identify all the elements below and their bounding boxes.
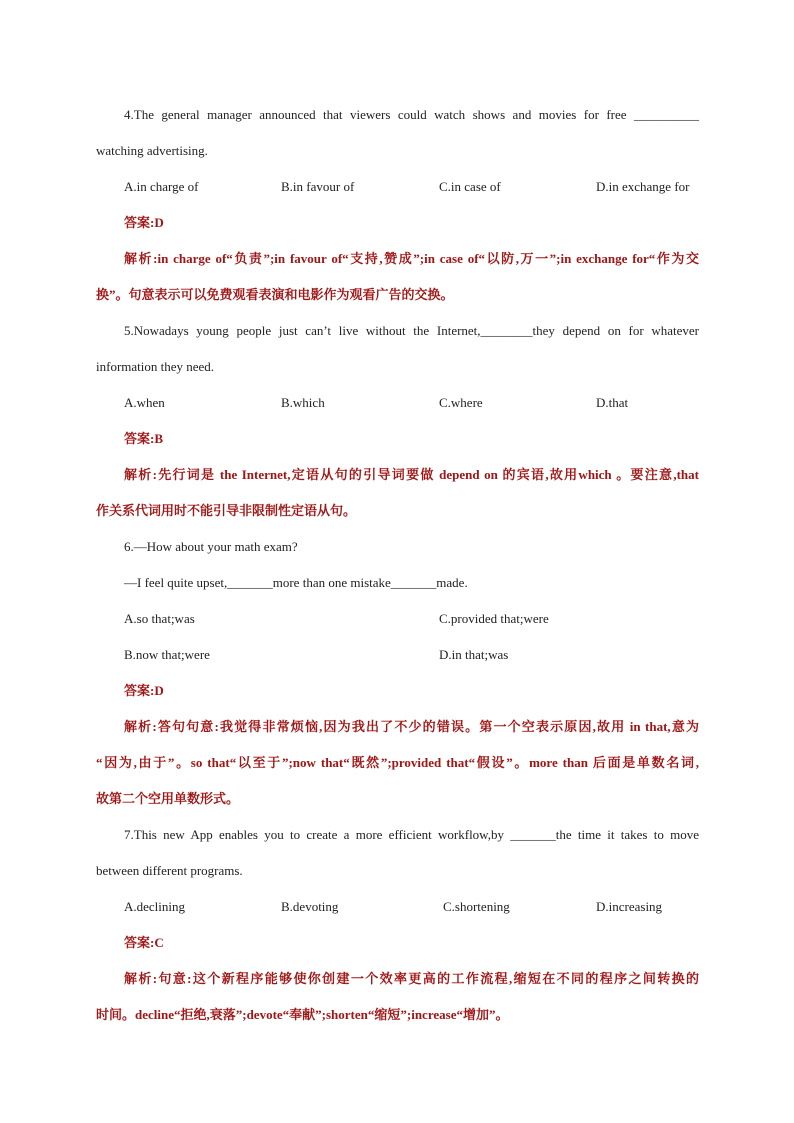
question-7-stem: 7.This new App enables you to create a more efficient workflow,by _______the time it takes to move	[124, 827, 699, 842]
question-4-analysis: 解析:in charge of“负责”;in favour of“支持,赞成”;in case of“以防,万一”;in exchange for“作为交	[124, 251, 699, 266]
question-6-option-a: A.so that;was	[124, 611, 195, 626]
question-5-option-b: B.which	[281, 395, 325, 410]
question-6-analysis-end: 故第二个空用单数形式。	[96, 791, 240, 806]
question-5-option-c: C.where	[439, 395, 483, 410]
question-6-analysis-cont: “因为,由于”。so that“以至于”;now that“既然”;provided that“假设”。more than 后面是单数名词,	[96, 755, 699, 770]
question-5-analysis: 解析:先行词是 the Internet,定语从句的引导词要做 depend on 的宾语,故用which 。要注意,that	[124, 467, 699, 482]
question-4-option-b: B.in favour of	[281, 179, 355, 194]
question-4-stem: 4.The general manager announced that viewers could watch shows and movies for free __________	[124, 107, 699, 122]
question-7-option-c: C.shortening	[443, 899, 510, 914]
question-5-analysis-cont: 作关系代词用时不能引导非限制性定语从句。	[96, 503, 357, 518]
question-6-option-d: D.in that;was	[439, 647, 509, 662]
question-6-analysis: 解析:答句句意:我觉得非常烦恼,因为我出了不少的错误。第一个空表示原因,故用 in that,意为	[124, 719, 699, 734]
question-7-option-d: D.increasing	[596, 899, 663, 914]
question-4-option-d: D.in exchange for	[596, 179, 690, 194]
question-7-analysis: 解析:句意:这个新程序能够使你创建一个效率更高的工作流程,缩短在不同的程序之间转换的	[124, 971, 699, 986]
question-4-option-a: A.in charge of	[124, 179, 199, 194]
question-7-stem-cont: between different programs.	[96, 863, 243, 878]
question-7-option-a: A.declining	[124, 899, 186, 914]
question-4-answer: 答案:D	[124, 215, 164, 230]
question-4-stem-cont: watching advertising.	[96, 143, 208, 158]
question-4-option-c: C.in case of	[439, 179, 501, 194]
question-6-option-b: B.now that;were	[124, 647, 210, 662]
question-5-answer: 答案:B	[124, 431, 164, 446]
question-4-analysis-cont: 换”。句意表示可以免费观看表演和电影作为观看广告的交换。	[96, 287, 454, 302]
question-7-option-b: B.devoting	[281, 899, 339, 914]
question-7-answer: 答案:C	[124, 935, 164, 950]
question-5-stem-cont: information they need.	[96, 359, 215, 374]
question-6-answer: 答案:D	[124, 683, 164, 698]
question-6-stem: 6.—How about your math exam?	[124, 539, 298, 554]
question-7-analysis-cont: 时间。decline“拒绝,衰落”;devote“奉献”;shorten“缩短”;increase“增加”。	[96, 1007, 509, 1022]
question-5-stem: 5.Nowadays young people just can’t live without the Internet,________they depend on for whatever	[124, 323, 699, 338]
question-5-option-d: D.that	[596, 395, 629, 410]
question-5-option-a: A.when	[124, 395, 165, 410]
question-6-option-c: C.provided that;were	[439, 611, 549, 626]
question-6-reply: —I feel quite upset,_______more than one mistake_______made.	[124, 575, 468, 590]
